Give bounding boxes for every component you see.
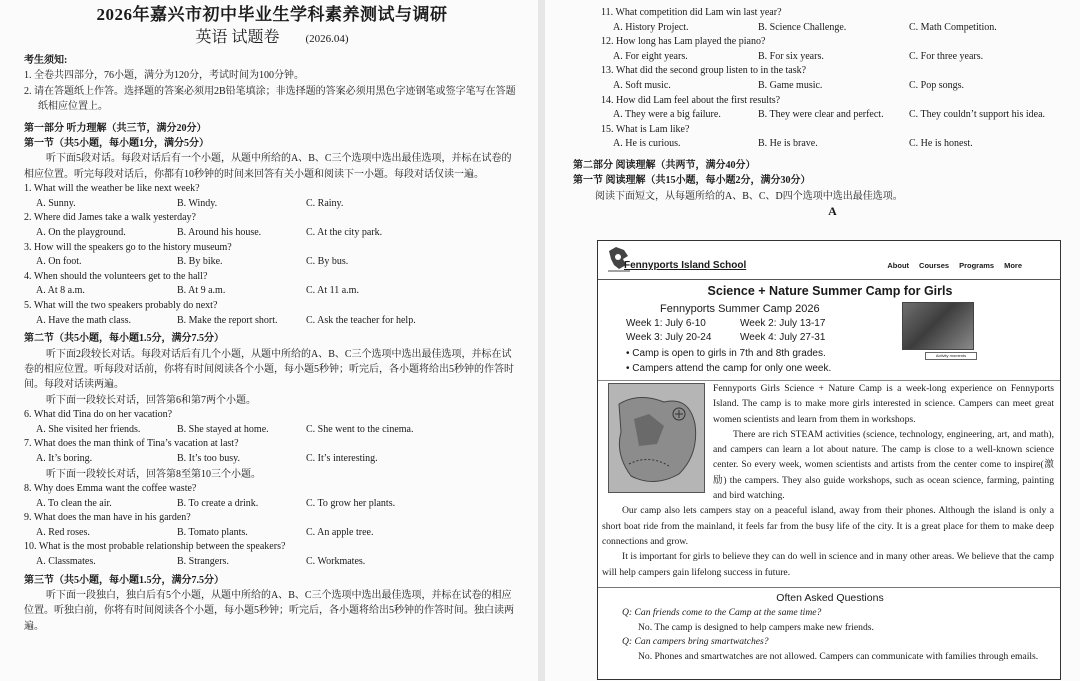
question: 10. What is the most probable relationship between the speakers? bbox=[24, 541, 286, 553]
option-a[interactable]: A. It’s boring. bbox=[36, 453, 93, 464]
section2-lead1: 听下面一段较长对话，回答第6和第7两个小题。 bbox=[46, 394, 256, 406]
option-a[interactable]: A. For eight years. bbox=[613, 50, 688, 62]
option-b[interactable]: B. Game music. bbox=[758, 79, 823, 91]
option-c[interactable]: C. He is honest. bbox=[909, 138, 973, 150]
option-b[interactable]: B. She stayed at home. bbox=[177, 423, 269, 435]
option-b[interactable]: B. It’s too busy. bbox=[177, 453, 240, 464]
option-b[interactable]: B. Tomato plants. bbox=[177, 526, 248, 538]
notice-item-1: 1. 全卷共四部分，76小题，满分为120分，考试时间为100分钟。 bbox=[24, 70, 304, 82]
question: 2. Where did James take a walk yesterday? bbox=[24, 212, 196, 224]
part2-heading: 第二部分 阅读理解（共两节，满分40分） bbox=[573, 159, 756, 171]
week-2: Week 2: July 13-17 bbox=[740, 318, 826, 329]
nav-about[interactable]: About bbox=[887, 261, 910, 270]
week-3: Week 3: July 20-24 bbox=[626, 332, 712, 343]
question: 6. What did Tina do on her vacation? bbox=[24, 409, 173, 421]
option-a[interactable]: A. On foot. bbox=[36, 256, 82, 268]
faq-section bbox=[598, 587, 1061, 664]
site-header bbox=[598, 241, 1060, 280]
island-map-image bbox=[608, 383, 705, 493]
option-c[interactable]: C. At 11 a.m. bbox=[306, 285, 359, 297]
options bbox=[601, 21, 1064, 36]
option-b[interactable]: B. Around his house. bbox=[177, 227, 262, 239]
questions-8-10 bbox=[24, 482, 520, 570]
option-a[interactable]: A. Sunny. bbox=[36, 197, 76, 209]
section1-heading: 第一节（共5小题，每小题1分，满分5分） bbox=[24, 138, 209, 150]
photo-caption: Activity moments bbox=[925, 352, 977, 360]
option-c[interactable]: C. By bus. bbox=[306, 256, 349, 268]
question: 8. Why does Emma want the coffee waste? bbox=[24, 483, 197, 494]
question: 7. What does the man think of Tina’s vacation at last? bbox=[24, 438, 239, 450]
question: 12. How long has Lam played the piano? bbox=[601, 36, 766, 48]
options bbox=[601, 108, 1064, 123]
option-b[interactable]: B. By bike. bbox=[177, 256, 223, 268]
option-a[interactable]: A. He is curious. bbox=[613, 138, 681, 150]
option-b[interactable]: B. Strangers. bbox=[177, 555, 229, 567]
article-paragraph: There are rich STEAM activities (science, technology, engineering, art, and math), and campers can learn a lot about nature. The camp is close to a well-known science center. So every week, women scientists and artists from the center come to inspire(激励) the campers. They also guide workshops, such as ocean science, farming, painting and bird watching. bbox=[713, 428, 1054, 502]
option-a[interactable]: A. Red roses. bbox=[36, 526, 90, 538]
section2-heading: 第二节（共5小题，每小题1.5分，满分7.5分） bbox=[24, 333, 224, 345]
week-4: Week 4: July 27-31 bbox=[740, 332, 826, 343]
section2-instructions: 听下面2段较长对话。每段对话后有几个小题，从题中所给的A、B、C三个选项中选出最佳选项，并标在试卷的相应位置。听每段对话前，你将有时间阅读各个小题，每小题5秒钟；听完后，各小题将给出5秒钟的作答时间。每段对话读两遍。 bbox=[24, 348, 514, 391]
article-paragraph: Our camp also lets campers stay on a peaceful island, away from their phones. Although the island is only a short boat ride from the mainland, it feels far from the busy life of the city. It is a great place for them to make deep connections and grow. bbox=[602, 505, 1054, 547]
question: 13. What did the second group listen to in the task? bbox=[601, 65, 807, 77]
nav-programs[interactable]: Programs bbox=[959, 261, 995, 270]
option-b[interactable]: B. They were clear and perfect. bbox=[758, 109, 884, 121]
option-b[interactable]: B. Make the report short. bbox=[177, 314, 278, 326]
option-a[interactable]: A. Have the math class. bbox=[36, 314, 131, 326]
section1-instructions: 听下面5段对话。每段对话后有一个小题，从题中所给的A、B、C三个选项中选出最佳选项，并标在试卷的相应位置。听完每段对话后，你都有10秒钟的时间来回答有关小题和阅读下一小题。每段对话仅读一遍。 bbox=[24, 153, 512, 180]
option-a[interactable]: A. On the playground. bbox=[36, 227, 126, 239]
options bbox=[24, 197, 520, 212]
exam-subtitle bbox=[24, 27, 520, 50]
question: 15. What is Lam like? bbox=[601, 123, 690, 135]
options bbox=[601, 50, 1064, 65]
options bbox=[24, 226, 520, 241]
section2-lead2: 听下面一段较长对话，回答第8至第10三个小题。 bbox=[46, 468, 261, 480]
option-c[interactable]: C. At the city park. bbox=[306, 227, 383, 239]
week-1: Week 1: July 6-10 bbox=[626, 318, 706, 329]
faq-answer: No. Phones and smartwatches are not allowed. Campers can communicate with families through emails. bbox=[638, 650, 1039, 662]
left-page bbox=[0, 0, 538, 681]
option-a[interactable]: A. They were a big failure. bbox=[613, 109, 721, 121]
option-c[interactable]: C. Math Competition. bbox=[909, 21, 997, 33]
option-b[interactable]: B. For six years. bbox=[758, 50, 824, 62]
question: 9. What does the man have in his garden? bbox=[24, 512, 191, 524]
options bbox=[24, 314, 520, 329]
option-c[interactable]: C. Ask the teacher for help. bbox=[306, 314, 416, 326]
option-c[interactable]: C. An apple tree. bbox=[306, 526, 374, 538]
exam-title: 2026年嘉兴市初中毕业生学科素养测试与调研 bbox=[96, 5, 448, 24]
site-nav bbox=[877, 261, 1022, 270]
option-c[interactable]: C. Pop songs. bbox=[909, 79, 965, 91]
questions-11-15 bbox=[601, 6, 1064, 152]
camp-article bbox=[602, 381, 1054, 580]
option-c[interactable]: C. She went to the cinema. bbox=[306, 423, 414, 435]
school-name-link[interactable]: Fennyports Island School bbox=[624, 260, 747, 271]
faq-question: Q: Can campers bring smartwatches? bbox=[622, 636, 769, 648]
faq-heading: Often Asked Questions bbox=[776, 592, 884, 604]
option-b[interactable]: B. At 9 a.m. bbox=[177, 285, 226, 297]
options bbox=[24, 452, 520, 467]
exam-date: (2026.04) bbox=[305, 33, 349, 45]
faq-answer: No. The camp is designed to help campers make new friends. bbox=[638, 621, 874, 633]
passage-letter: A bbox=[828, 204, 837, 219]
nav-courses[interactable]: Courses bbox=[919, 261, 950, 270]
options bbox=[601, 79, 1064, 94]
notice-heading: 考生须知: bbox=[24, 55, 68, 66]
rule-item: • Campers attend the camp for only one week. bbox=[626, 363, 832, 374]
notice-item-2: 2. 请在答题纸上作答。选择题的答案必须用2B铅笔填涂；非选择题的答案必须用黑色字迹钢笔或签字笔写在答题纸相应位置上。 bbox=[24, 85, 516, 113]
rule-item: • Camp is open to girls in 7th and 8th grades. bbox=[626, 348, 826, 359]
options bbox=[24, 255, 520, 270]
page-gutter bbox=[538, 0, 545, 681]
part2-section1-heading: 第一节 阅读理解（共15小题，每小题2分，满分30分） bbox=[573, 175, 811, 187]
article-paragraph: It is important for girls to believe they can do well in science and in many other areas. We believe that the camp will help campers gain lifelong success in future. bbox=[602, 551, 1054, 578]
map-illustration-icon bbox=[609, 384, 704, 492]
option-a[interactable]: A. Soft music. bbox=[613, 79, 671, 91]
paper-name: 英语 试题卷 bbox=[195, 29, 280, 46]
section3-instructions: 听下面一段独白，独白后有5个小题，从题中所给的A、B、C三个选项中选出最佳选项，并标在试卷的相应位置。听独白前，你将有时间阅读各个小题，每小题5秒钟；听完后，各小题将给出5秒钟的作答时间。独白读两遍。 bbox=[24, 589, 514, 632]
option-a[interactable]: A. At 8 a.m. bbox=[36, 285, 85, 297]
options bbox=[24, 284, 520, 299]
options bbox=[24, 497, 520, 512]
options bbox=[24, 555, 520, 570]
camp-name: Fennyports Summer Camp 2026 bbox=[660, 303, 820, 315]
faq-question: Q: Can friends come to the Camp at the same time? bbox=[622, 607, 822, 618]
question: 5. What will the two speakers probably do next? bbox=[24, 300, 218, 311]
campers-photo bbox=[902, 302, 974, 350]
option-c[interactable]: C. Rainy. bbox=[306, 197, 344, 209]
question: 14. How did Lam feel about the first results? bbox=[601, 94, 781, 106]
option-a[interactable]: A. Classmates. bbox=[36, 555, 96, 567]
option-c[interactable]: C. They couldn’t support his idea. bbox=[909, 109, 1046, 121]
questions-1-5 bbox=[24, 182, 520, 328]
option-b[interactable]: B. Science Challenge. bbox=[758, 21, 847, 33]
camp-rules bbox=[626, 346, 831, 376]
camp-webpage bbox=[597, 240, 1061, 680]
option-c[interactable]: C. It’s interesting. bbox=[306, 453, 378, 464]
option-c[interactable]: C. To grow her plants. bbox=[306, 497, 396, 509]
option-a[interactable]: A. To clean the air. bbox=[36, 497, 112, 509]
options bbox=[24, 526, 520, 541]
question: 4. When should the volunteers get to the hall? bbox=[24, 270, 208, 282]
option-b[interactable]: B. He is brave. bbox=[758, 138, 818, 150]
question: 3. How will the speakers go to the history museum? bbox=[24, 241, 232, 253]
options bbox=[601, 137, 1064, 152]
option-a[interactable]: A. She visited her friends. bbox=[36, 423, 141, 435]
option-b[interactable]: B. To create a drink. bbox=[177, 497, 259, 509]
section3-heading: 第三节（共5小题，每小题1.5分，满分7.5分） bbox=[24, 574, 224, 586]
option-a[interactable]: A. History Project. bbox=[613, 21, 689, 33]
question: 11. What competition did Lam win last year? bbox=[601, 7, 782, 18]
option-c[interactable]: C. For three years. bbox=[909, 50, 984, 62]
part1-heading: 第一部分 听力理解（共三节，满分20分） bbox=[24, 122, 207, 134]
article-paragraph: Fennyports Girls Science + Nature Camp is a week-long experience on Fennyports Island. The camp is to make more girls interested in science. Campers can meet great women scientists and learn from them in workshops. bbox=[713, 383, 1054, 425]
nav-more[interactable]: More bbox=[1004, 261, 1022, 270]
option-c[interactable]: C. Workmates. bbox=[306, 555, 366, 567]
options bbox=[24, 423, 520, 438]
questions-6-7 bbox=[24, 408, 520, 466]
camp-headline: Science + Nature Summer Camp for Girls bbox=[707, 284, 953, 298]
option-b[interactable]: B. Windy. bbox=[177, 197, 218, 209]
camp-weeks bbox=[626, 317, 825, 345]
camp-banner bbox=[598, 280, 1060, 381]
question: 1. What will the weather be like next week? bbox=[24, 183, 200, 195]
part2-instructions: 阅读下面短文，从每题所给的A、B、C、D四个选项中选出最佳选项。 bbox=[595, 190, 903, 202]
